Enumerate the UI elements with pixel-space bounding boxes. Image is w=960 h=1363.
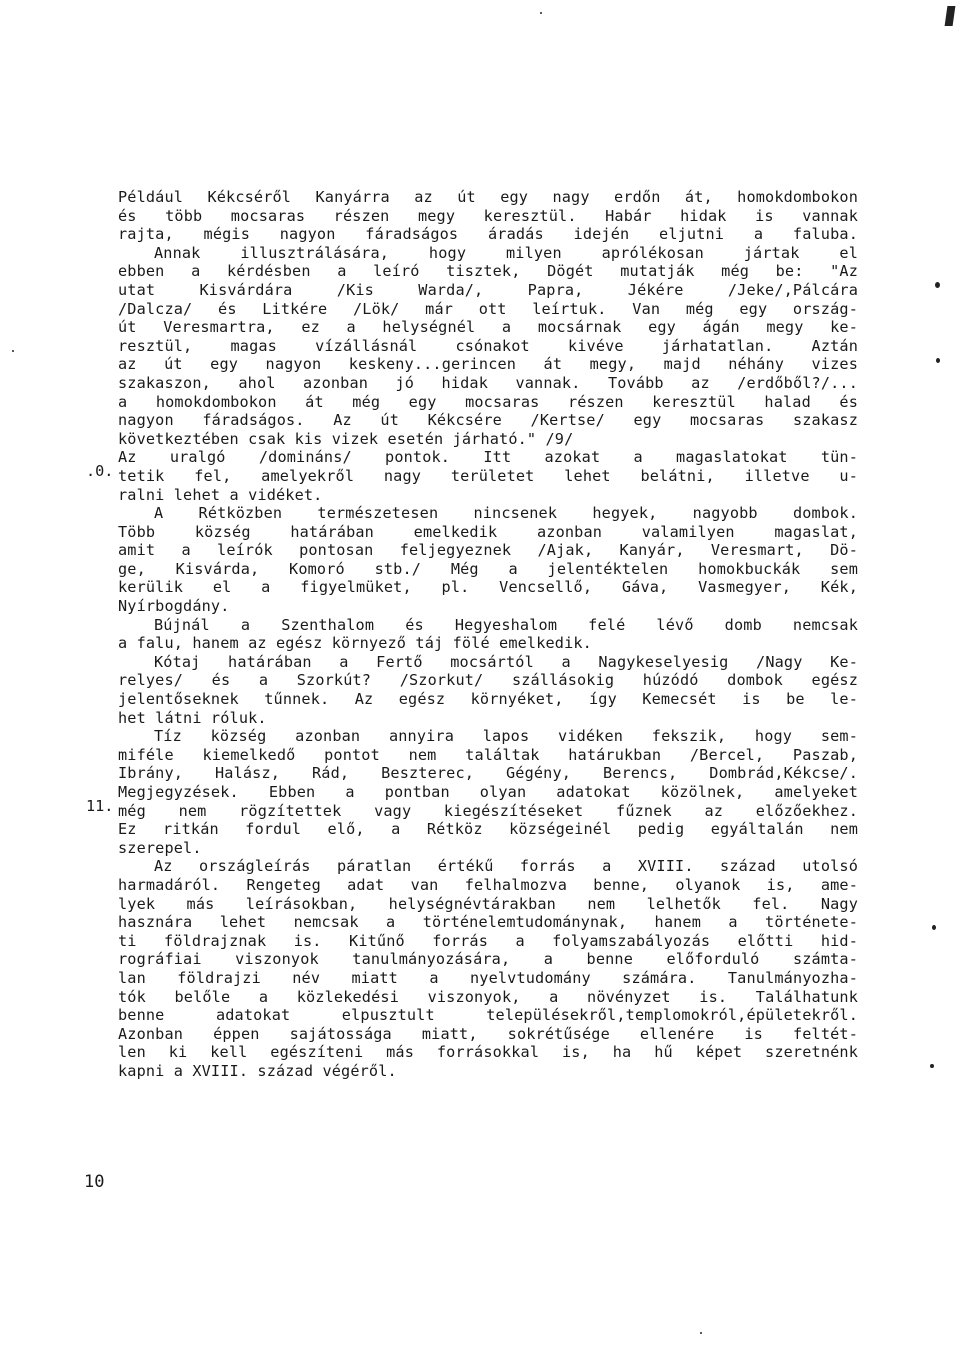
text-line: amit a leírók pontosan feljegyeznek /Ajak, Kanyár, Veresmart, Dö- xyxy=(118,541,858,560)
text-line: harmadáról. Rengeteg adat van felhalmozva benne, olyanok is, ame- xyxy=(118,875,858,894)
text-line: Ez ritkán fordul elő, a Rétköz községeinél pedig egyáltalán nem xyxy=(118,820,858,839)
text-line: /Dalcza/ és Litkére /Lök/ már ott leírtuk. Van még egy ország- xyxy=(118,299,858,318)
scan-speck xyxy=(700,1332,702,1334)
text-line: miféle kiemelkedő pontot nem találtak határukban /Bercel, Paszab, xyxy=(118,745,858,764)
text-line: még nem rögzítettek vagy kiegészítéseket fűznek az előzőekhez. xyxy=(118,801,858,820)
text-line: Kótaj határában a Fertő mocsártól a Nagykeselyesig /Nagy Ke- xyxy=(154,652,858,671)
text-line: ralni lehet a vidéket. xyxy=(118,485,323,504)
text-line: Ibrány, Halász, Rád, Beszterec, Gégény, Berencs, Dombrád,Kékcse/. xyxy=(118,764,858,783)
text-line: tók belőle a közlekedési viszonyok, a növényzet is. Találhatunk xyxy=(118,987,858,1006)
scan-speck xyxy=(932,925,936,930)
scan-speck xyxy=(930,1064,934,1068)
text-line: szakaszon, ahol azonban jó hidak vannak. Tovább az /erdőből?/... xyxy=(118,373,858,392)
text-line: lan földrajzi név miatt a nyelvtudomány számára. Tanulmányozha- xyxy=(118,968,858,987)
text-line: utat Kisvárdára /Kis Warda/, Papra, Jékére /Jeke/,Pálcára xyxy=(118,280,858,299)
text-line: kerülik el a figyelmüket, pl. Vencsellő, Gáva, Vasmegyer, Kék, xyxy=(118,578,858,597)
text-line: relyes/ és a Szorkút? /Szorkut/ szállásokig húzódó dombok egész xyxy=(118,671,858,690)
text-line: és több mocsaras részen megy keresztül. Habár hidak is vannak xyxy=(118,206,858,225)
text-line: következtében csak kis vizek esetén járható." /9/ xyxy=(118,429,574,448)
margin-label-section-11: 11. xyxy=(86,797,114,816)
page-number: 10 xyxy=(84,1172,105,1192)
scan-speck xyxy=(540,12,542,14)
text-line: lyek más leírásokban, helységnévtárakban nem lelhetők fel. Nagy xyxy=(118,894,858,913)
section-heading-line: Megjegyzések. Ebben a pontban olyan adatokat közölnek, amelyeket xyxy=(118,783,858,801)
text-line: len ki kell egészíteni más forrásokkal is, ha hű képet szeretnénk xyxy=(118,1043,858,1062)
text-line: kapni a XVIII. század végéről. xyxy=(118,1061,397,1080)
text-line: ti földrajznak is. Kitűnő forrás a folyamszabályozás előtti hid- xyxy=(118,931,858,950)
scan-speck xyxy=(935,282,940,288)
text-line: jelentőseknek tűnnek. Az egész környéket, így Kemecsét is be le- xyxy=(118,690,858,709)
text-line: rajta, mégis nagyon fáradságos áradás idején eljutni a faluba. xyxy=(118,225,858,244)
text-line: ebben a kérdésben a leíró tisztek, Dögét mutatják még be: "Az xyxy=(118,262,858,281)
text-line: Tíz község azonban annyira lapos vidéken fekszik, hogy sem- xyxy=(154,727,858,746)
corner-scan-mark xyxy=(945,6,956,26)
text-line: Annak illusztrálására, hogy milyen aprólékosan jártak el xyxy=(154,243,858,262)
body-text xyxy=(118,188,858,1081)
text-line: nagyon fáradságos. Az út Kékcsére /Kertse/ egy mocsaras szakasz xyxy=(118,411,858,430)
text-line: a falu, hanem az egész környező táj fölé emelkedik. xyxy=(118,634,592,653)
text-line: szerepel. xyxy=(118,838,202,857)
text-line: Több község határában emelkedik azonban valamilyen magaslat, xyxy=(118,522,858,541)
scan-speck xyxy=(12,350,14,352)
margin-label-section-10: .0. xyxy=(86,462,114,481)
text-line: tetik fel, amelyekről nagy területet lehet belátni, illetve u- xyxy=(118,466,858,485)
text-line: ge, Kisvárda, Komoró stb./ Még a jelentéktelen homokbuckák sem xyxy=(118,559,858,578)
text-line: Bújnál a Szenthalom és Hegyeshalom felé lévő domb nemcsak xyxy=(154,615,858,634)
section-heading-line: Az uralgó /domináns/ pontok. Itt azokat a magaslatokat tün- xyxy=(118,448,858,467)
text-line: a homokdombokon át még egy mocsaras részen keresztül halad és xyxy=(118,392,858,411)
text-line: resztül, magas vízállásnál csónakot kivéve járhatatlan. Aztán xyxy=(118,336,858,355)
text-line: Az országleírás páratlan értékű forrás a XVIII. század utolsó xyxy=(154,857,858,876)
text-line: út Veresmartra, ez a helységnél a mocsárnak egy ágán megy ke- xyxy=(118,318,858,337)
text-line: Azonban éppen sajátossága miatt, sokrétűsége ellenére is feltét- xyxy=(118,1024,858,1043)
text-line: Például Kékcséről Kanyárra az út egy nagy erdőn át, homokdombokon xyxy=(118,188,858,206)
scan-speck xyxy=(936,358,940,363)
text-line: Nyírbogdány. xyxy=(118,597,230,616)
text-line: benne adatokat elpusztult településekről,templomokról,épületekről. xyxy=(118,1006,858,1025)
text-line: A Rétközben természetesen nincsenek hegyek, nagyobb dombok. xyxy=(154,504,858,523)
text-line: het látni róluk. xyxy=(118,708,267,727)
text-line: hasznára lehet nemcsak a történelemtudománynak, hanem a története- xyxy=(118,913,858,932)
text-line: rográfiai viszonyok tanulmányozására, a benne előforduló számta- xyxy=(118,950,858,969)
text-line: az út egy nagyon keskeny...gerincen át megy, majd néhány vizes xyxy=(118,355,858,374)
